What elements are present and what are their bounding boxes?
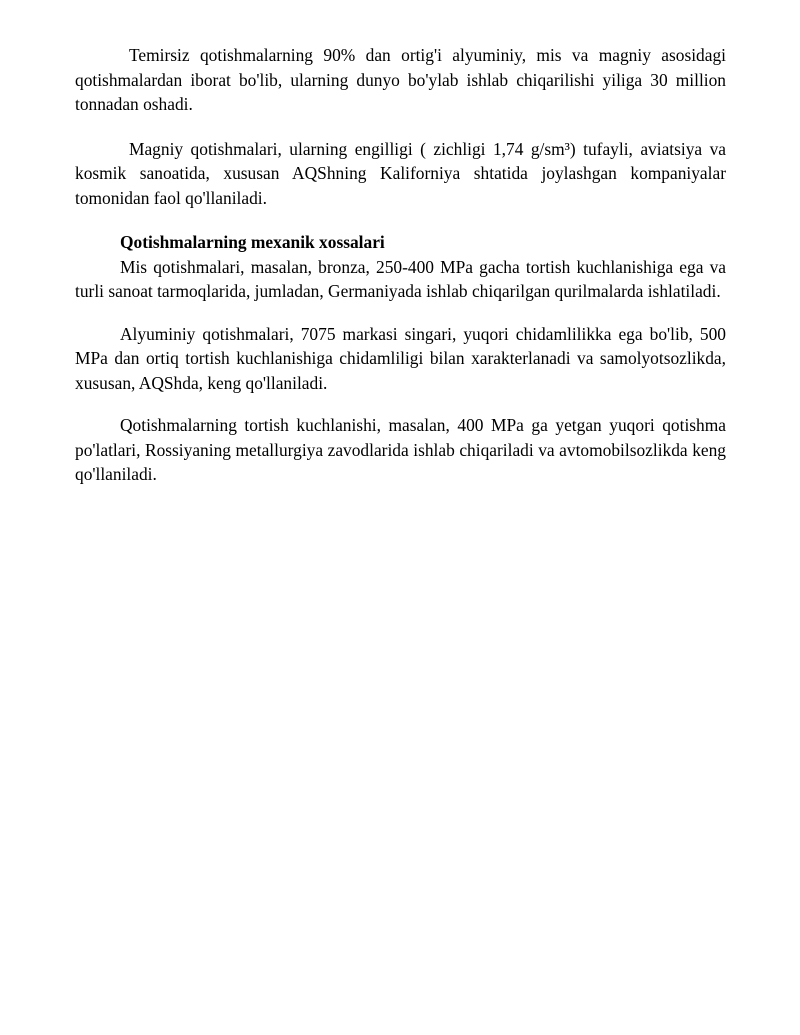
paragraph-non-ferrous-alloys: Temirsiz qotishmalarning 90% dan ortig'i alyuminiy, mis va magniy asosidagi qotishmalardan iborat bo'lib, ularning dunyo bo'ylab ishlab chiqarilishi yiliga 30 million tonnadan oshadi. [75,45,726,114]
paragraph-aluminium-alloys: Alyuminiy qotishmalari, 7075 markasi singari, yuqori chidamlilikka ega bo'lib, 500 MPa dan ortiq tortish kuchlanishiga chidamliligi bilan xarakterlanadi va samolyotsozlikda, xususan, AQShda, keng qo'llaniladi. [75,323,726,393]
paragraph-spacer [75,395,726,413]
paragraph-alloy-steels: Qotishmalarning tortish kuchlanishi, masalan, 400 MPa ga yetgan yuqori qotishma po'latlari, Rossiyaning metallurgiya zavodlarida ishlab chiqariladi va avtomobilsozlikda keng qo'llaniladi. [75,415,726,484]
section-heading: Qotishmalarning mexanik xossalari [120,232,385,252]
paragraph-spacer [75,117,726,137]
paragraph-magnesium-alloys: Magniy qotishmalari, ularning engilligi ( zichligi 1,74 g/sm³) tufayli, aviatsiya va kosmik sanoatida, xususan AQShning Kaliforniya shtatida joylashgan kompaniyalar tomonidan faol qo'llaniladi. [75,138,726,208]
document-page [75,43,726,487]
paragraph-spacer [75,210,726,230]
paragraph-spacer [75,304,726,322]
paragraph-copper-alloys: Mis qotishmalari, masalan, bronza, 250-400 MPa gacha tortish kuchlanishiga ega va turli sanoat tarmoqlarida, jumladan, Germaniyada ishlab chiqarilgan qurilmalarda ishlatiladi. [75,256,726,301]
